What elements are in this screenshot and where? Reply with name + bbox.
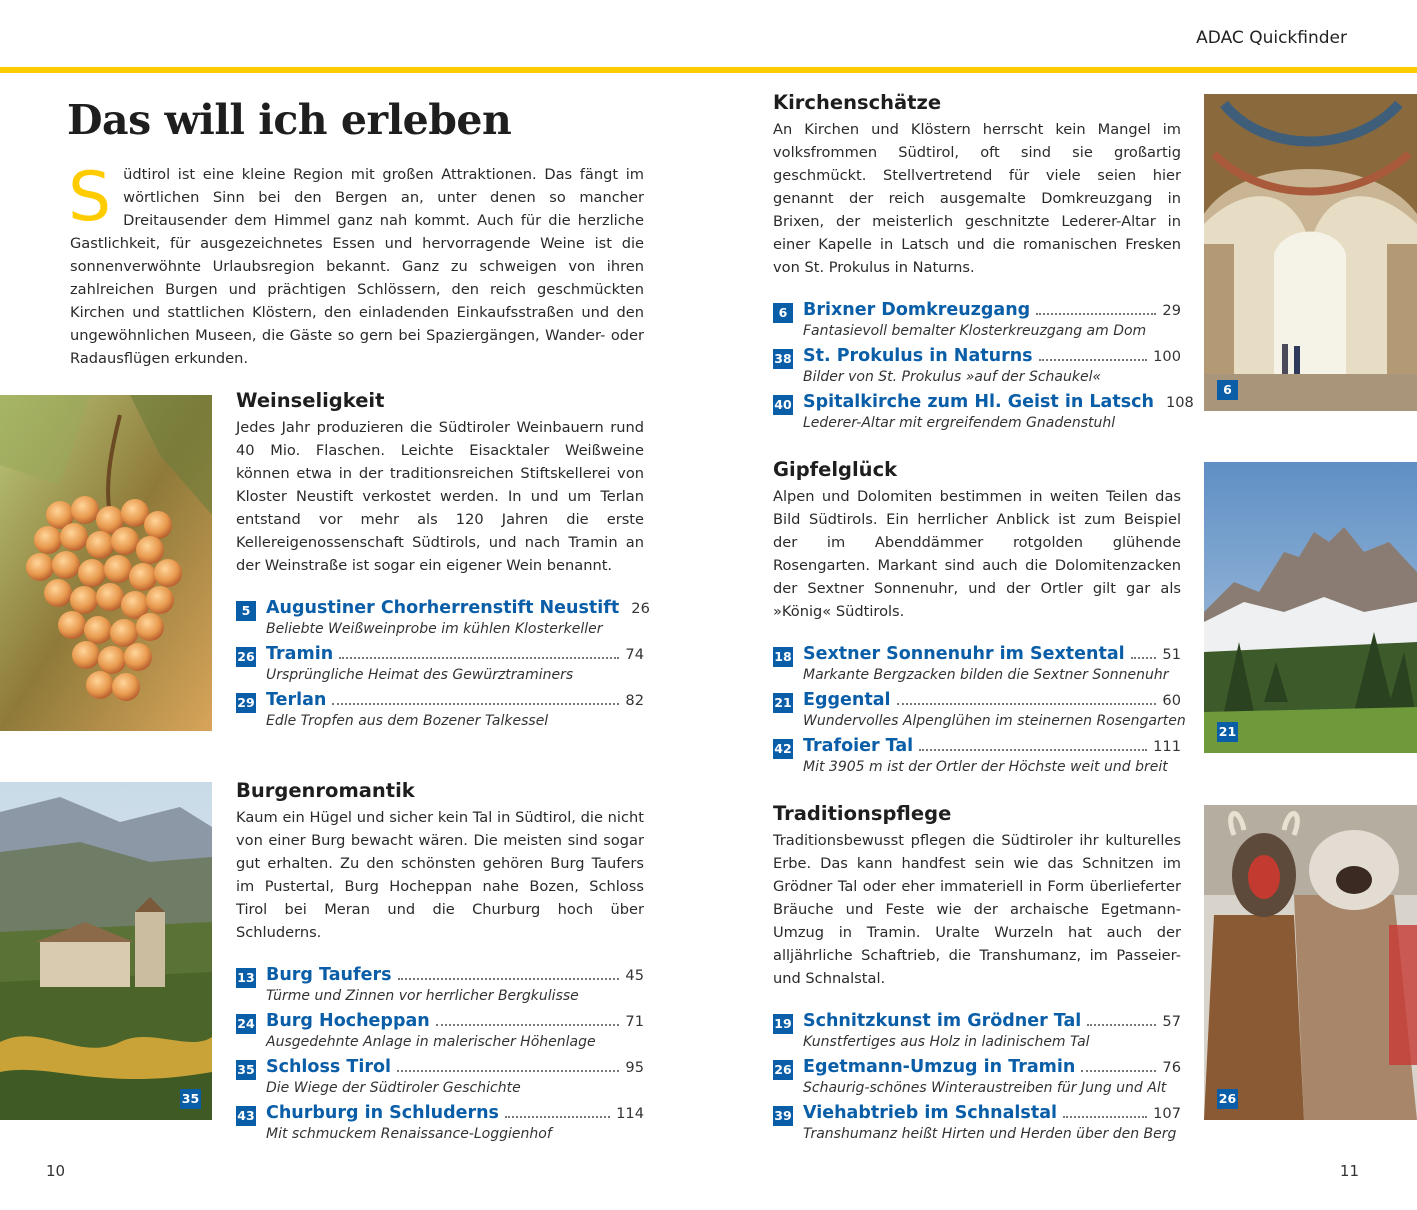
costume-photo (1204, 805, 1417, 1120)
entry-title[interactable]: Brixner Domkreuzgang (803, 300, 1031, 320)
entry-number: 6 (773, 303, 793, 323)
section-weinseligkeit (236, 389, 650, 736)
entry-title[interactable]: St. Prokulus in Naturns (803, 346, 1033, 366)
running-header: ADAC Quickfinder (1196, 28, 1347, 48)
entry-number: 13 (236, 968, 256, 988)
section-heading: Traditionspflege (773, 802, 952, 825)
entry-number: 42 (773, 739, 793, 759)
entry-number: 29 (236, 693, 256, 713)
section-text: Jedes Jahr produzieren die Südtiroler Weinbauern rund 40 Mio. Flaschen. Leichte Eisacktaler Weißweine können etwa in der traditionsreichen Stiftskellerei von Kloster Neustift verkostet werden. In und um Terlan entstand vor mehr als 120 Jahren die erste Kellereigenossenschaft Südtirols, und nach Tramin an der Weinstraße ist sogar ein eigener Wein benannt. (236, 419, 644, 574)
entry-subtitle: Edle Tropfen aus dem Bozener Talkessel (266, 713, 549, 729)
entry-page: 74 (625, 646, 644, 663)
entry[interactable] (773, 300, 1181, 346)
entry[interactable] (773, 644, 1181, 690)
leader-dots (339, 657, 619, 659)
entry-page: 26 (631, 600, 650, 617)
entry-number: 19 (773, 1014, 793, 1034)
entry-page: 82 (625, 692, 644, 709)
entry-title[interactable]: Spitalkirche zum Hl. Geist in Latsch (803, 392, 1154, 412)
entry-number: 24 (236, 1014, 256, 1034)
section-heading: Weinseligkeit (236, 389, 385, 412)
entry-subtitle: Markante Bergzacken bilden die Sextner Sonnenuhr (803, 667, 1169, 683)
section-text: Alpen und Dolomiten bestimmen in weiten Teilen das Bild Südtirols. Ein herrlicher Anblick ist zum Beispiel der im Abenddämmer rotgolden glühende Rosengarten. Markant sind auch die Dolomitenzacken der Sextner Sonnenuhr, und der Ortler gilt gar als »König« Südtirols. (773, 488, 1181, 620)
leader-dots (919, 749, 1147, 751)
entry[interactable] (236, 1011, 644, 1057)
entry-page: 76 (1162, 1059, 1181, 1076)
section-text: Kaum ein Hügel und sicher kein Tal in Südtirol, die nicht von einer Burg bewacht wären. Die meisten sind sogar gut erhalten. Zu den schönsten gehören Burg Taufers im Pustertal, Burg Hocheppan nahe Bozen, Schloss Tirol bei Meran und die Churburg hoch über Schluderns. (236, 809, 644, 941)
entry-title[interactable]: Sextner Sonnenuhr im Sextental (803, 644, 1125, 664)
entry[interactable] (773, 690, 1186, 736)
entry[interactable] (236, 644, 644, 690)
entry-subtitle: Ursprüngliche Heimat des Gewürztraminers (266, 667, 574, 683)
entry[interactable] (236, 598, 650, 644)
entry[interactable] (236, 1103, 644, 1149)
entry-page: 45 (625, 967, 644, 984)
entry-subtitle: Fantasievoll bemalter Klosterkreuzgang am Dom (803, 323, 1147, 339)
leader-dots (1087, 1024, 1156, 1026)
page-number-left: 10 (46, 1162, 66, 1180)
cloister-photo (1204, 94, 1417, 411)
entry-number: 18 (773, 647, 793, 667)
leader-dots (1039, 359, 1148, 361)
section-burgenromantik (236, 779, 644, 1149)
entry-title[interactable]: Viehabtrieb im Schnalstal (803, 1103, 1057, 1123)
leader-dots (897, 703, 1157, 705)
section-heading: Kirchenschätze (773, 91, 942, 114)
page-title: Das will ich erleben (67, 96, 512, 144)
entry-page: 29 (1162, 302, 1181, 319)
entry-title[interactable]: Burg Hocheppan (266, 1011, 430, 1031)
page-number-right: 11 (1339, 1162, 1359, 1180)
leader-dots (398, 978, 620, 980)
entry-subtitle: Wundervolles Alpenglühen im steinernen Rosengarten (803, 713, 1186, 729)
drop-cap: S (68, 158, 112, 237)
entry[interactable] (773, 736, 1181, 782)
entry-number: 35 (236, 1060, 256, 1080)
grapes-photo (0, 395, 212, 731)
entry[interactable] (236, 1057, 644, 1103)
entry-subtitle: Bilder von St. Prokulus »auf der Schaukel« (803, 369, 1102, 385)
section-text: Traditionsbewusst pflegen die Südtiroler ihr kulturelles Erbe. Das kann handfest sein wie das Schnitzen im Grödner Tal oder eher immateriell in Form überlieferter Bräuche und Feste wie der archaische Egetmann-Umzug in Tramin. Uralte Wurzeln hat auch der alljährliche Schaftrieb, die Transhumanz, im Passeier- und Schnalstal. (773, 832, 1181, 987)
entry-number: 26 (773, 1060, 793, 1080)
section-heading: Burgenromantik (236, 779, 415, 802)
entry[interactable] (236, 965, 644, 1011)
entry-number: 38 (773, 349, 793, 369)
leader-dots (397, 1070, 619, 1072)
entry-title[interactable]: Terlan (266, 690, 327, 710)
entry-subtitle: Die Wiege der Südtiroler Geschichte (266, 1080, 521, 1096)
entry-title[interactable]: Churburg in Schluderns (266, 1103, 499, 1123)
entry-title[interactable]: Eggental (803, 690, 891, 710)
entry-number: 43 (236, 1106, 256, 1126)
entry-page: 114 (616, 1105, 644, 1122)
entry-page: 71 (625, 1013, 644, 1030)
entry-subtitle: Mit 3905 m ist der Ortler der Höchste weit und breit (803, 759, 1168, 775)
section-text: An Kirchen und Klöstern herrscht kein Mangel im volksfrommen Südtirol, oft sind sie großartig geschmückt. Stellvertretend für viele seien hier genannt der reich ausgemalte Domkreuzgang in Brixen, der meisterlich geschnitzte Lederer-Altar in einer Kapelle in Latsch und die romanischen Fresken von St. Prokulus in Naturns. (773, 121, 1181, 276)
castle-photo (0, 782, 212, 1120)
entry-page: 108 (1165, 394, 1194, 411)
entry-number: 39 (773, 1106, 793, 1126)
section-heading: Gipfelglück (773, 458, 898, 481)
entry-subtitle: Kunstfertiges aus Holz in ladinischem Tal (803, 1034, 1090, 1050)
entry[interactable] (773, 392, 1194, 438)
entry[interactable] (236, 690, 644, 736)
photo-badge: 6 (1217, 380, 1238, 400)
entry-title[interactable]: Tramin (266, 644, 334, 664)
entry[interactable] (773, 346, 1181, 392)
entry-subtitle: Transhumanz heißt Hirten und Herden über den Berg (803, 1126, 1177, 1142)
entry-page: 107 (1153, 1105, 1181, 1122)
section-kirchenschaetze (773, 91, 1194, 438)
mountain-photo (1204, 462, 1417, 753)
entry-page: 51 (1162, 646, 1181, 663)
entry-subtitle: Mit schmuckem Renaissance-Loggienhof (266, 1126, 552, 1142)
entry-subtitle: Türme und Zinnen vor herrlicher Bergkulisse (266, 988, 579, 1004)
entry-subtitle: Beliebte Weißweinprobe im kühlen Klosterkeller (266, 621, 603, 637)
entry-title[interactable]: Augustiner Chorherrenstift Neustift (266, 598, 620, 618)
leader-dots (1063, 1116, 1147, 1118)
intro (68, 158, 644, 370)
entry-title[interactable]: Schloss Tirol (266, 1057, 391, 1077)
entry-page: 57 (1162, 1013, 1181, 1030)
entry-subtitle: Ausgedehnte Anlage in malerischer Höhenlage (266, 1034, 596, 1050)
entry[interactable] (773, 1011, 1181, 1057)
entry[interactable] (773, 1057, 1181, 1103)
entry-number: 26 (236, 647, 256, 667)
entry-number: 40 (773, 395, 793, 415)
section-gipfelglueck (773, 458, 1186, 782)
leader-dots (1131, 657, 1157, 659)
photo-badge: 35 (180, 1089, 201, 1109)
photo-badge: 21 (1217, 722, 1238, 742)
entry-page: 60 (1162, 692, 1181, 709)
entry-subtitle: Lederer-Altar mit ergreifendem Gnadenstuhl (803, 415, 1116, 431)
entry-page: 100 (1153, 348, 1181, 365)
header-rule (0, 67, 1417, 73)
leader-dots (1036, 313, 1156, 315)
entry-title[interactable]: Trafoier Tal (803, 736, 914, 756)
entry-subtitle: Schaurig-schönes Winteraustreiben für Jung und Alt (803, 1080, 1167, 1096)
leader-dots (1081, 1070, 1156, 1072)
intro-text: üdtirol ist eine kleine Region mit großen Attraktionen. Das fängt im wörtlichen Sinn bei den Bergen an, unter denen so mancher Dreitausender dem Himmel ganz nah kommt. Auch für die herzliche Gastlichkeit, für ausgezeichnetes Essen und hervorragende Weine ist die sonnenverwöhnte Urlaubsregion bekannt. Ganz zu schweigen von ihren zahlreichen Burgen und prächtigen Schlössern, den reich geschmückten Kirchen und stattlichen Klöstern, den einladenden Einkaufsstraßen und den ungewöhnlichen Museen, die Gäste so gern bei Spaziergängen, Wander- oder Radausflügen erkunden. (70, 166, 644, 367)
entry-title[interactable]: Burg Taufers (266, 965, 392, 985)
leader-dots (436, 1024, 620, 1026)
leader-dots (332, 703, 619, 705)
entry-number: 21 (773, 693, 793, 713)
photo-badge: 26 (1217, 1089, 1238, 1109)
section-traditionspflege (773, 802, 1181, 1149)
entry[interactable] (773, 1103, 1181, 1149)
entry-page: 111 (1153, 738, 1181, 755)
entry-title[interactable]: Egetmann-Umzug in Tramin (803, 1057, 1076, 1077)
entry-title[interactable]: Schnitzkunst im Grödner Tal (803, 1011, 1082, 1031)
leader-dots (505, 1116, 610, 1118)
entry-page: 95 (625, 1059, 644, 1076)
entry-number: 5 (236, 601, 256, 621)
